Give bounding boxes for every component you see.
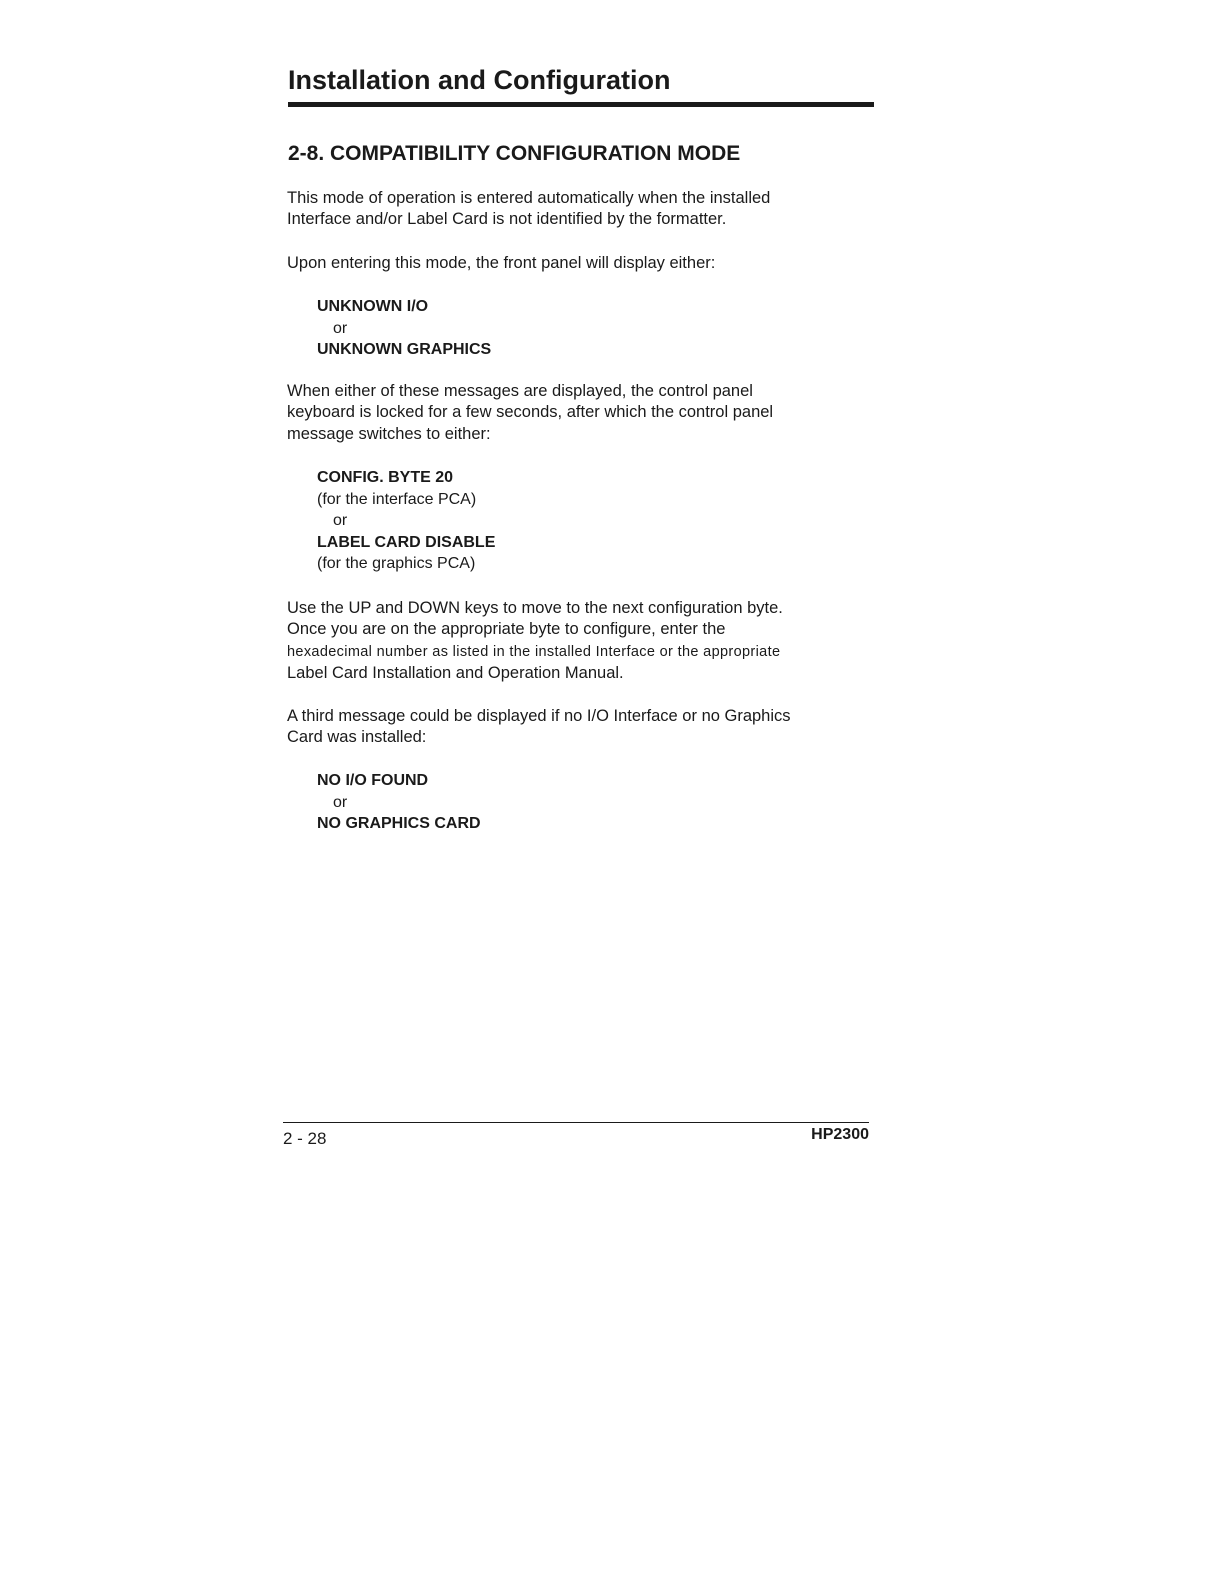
keys-paragraph [287,598,887,684]
message-no-io-found: NO I/O FOUND [317,772,429,789]
intro-line-2: Interface and/or Label Card is not identified by the formatter. [287,210,727,229]
or-separator: or [333,793,348,811]
message-unknown-graphics: UNKNOWN GRAPHICS [317,341,492,358]
message-label-card-disable: LABEL CARD DISABLE [317,533,496,551]
page-header [288,62,874,98]
message-no-graphics-card: NO GRAPHICS CARD [317,815,481,832]
label-card-note: (for the graphics PCA) [317,555,476,572]
notfound-messages [317,770,481,835]
page-title: Installation and Configuration [288,65,671,95]
unknown-messages [317,296,491,361]
locked-line-2: keyboard is locked for a few seconds, after which the control panel [287,403,774,422]
third-message-paragraph [287,706,887,749]
third-line-2: Card was installed: [287,728,427,747]
section-heading: 2-8. COMPATIBILITY CONFIGURATION MODE [288,142,741,165]
config-messages [317,467,495,575]
keys-line-1: Use the UP and DOWN keys to move to the next configuration byte. [287,599,783,617]
or-separator: or [333,512,348,529]
message-config-byte: CONFIG. BYTE 20 [317,469,454,486]
keys-line-4: Label Card Installation and Operation Manual. [287,663,624,682]
keys-line-3: hexadecimal number as listed in the installed Interface or the appropriate [287,643,781,660]
header-rule [288,102,874,107]
keys-line-2: Once you are on the appropriate byte to configure, enter the [287,620,726,639]
footer-rule [283,1122,869,1123]
message-unknown-io: UNKNOWN I/O [317,298,429,315]
intro-paragraph [287,188,887,231]
third-line-1: A third message could be displayed if no I/O Interface or no Graphics [287,707,791,725]
display-intro-paragraph: Upon entering this mode, the front panel will display either: [287,254,716,272]
page-number: 2 - 28 [283,1129,327,1148]
intro-line-1: This mode of operation is entered automatically when the installed [287,189,771,207]
locked-line-3: message switches to either: [287,424,491,443]
config-byte-note: (for the interface PCA) [317,490,477,508]
locked-line-1: When either of these messages are displayed, the control panel [287,382,753,400]
locked-paragraph [287,381,887,445]
document-id: HP2300 [811,1126,869,1143]
or-separator: or [333,319,348,337]
